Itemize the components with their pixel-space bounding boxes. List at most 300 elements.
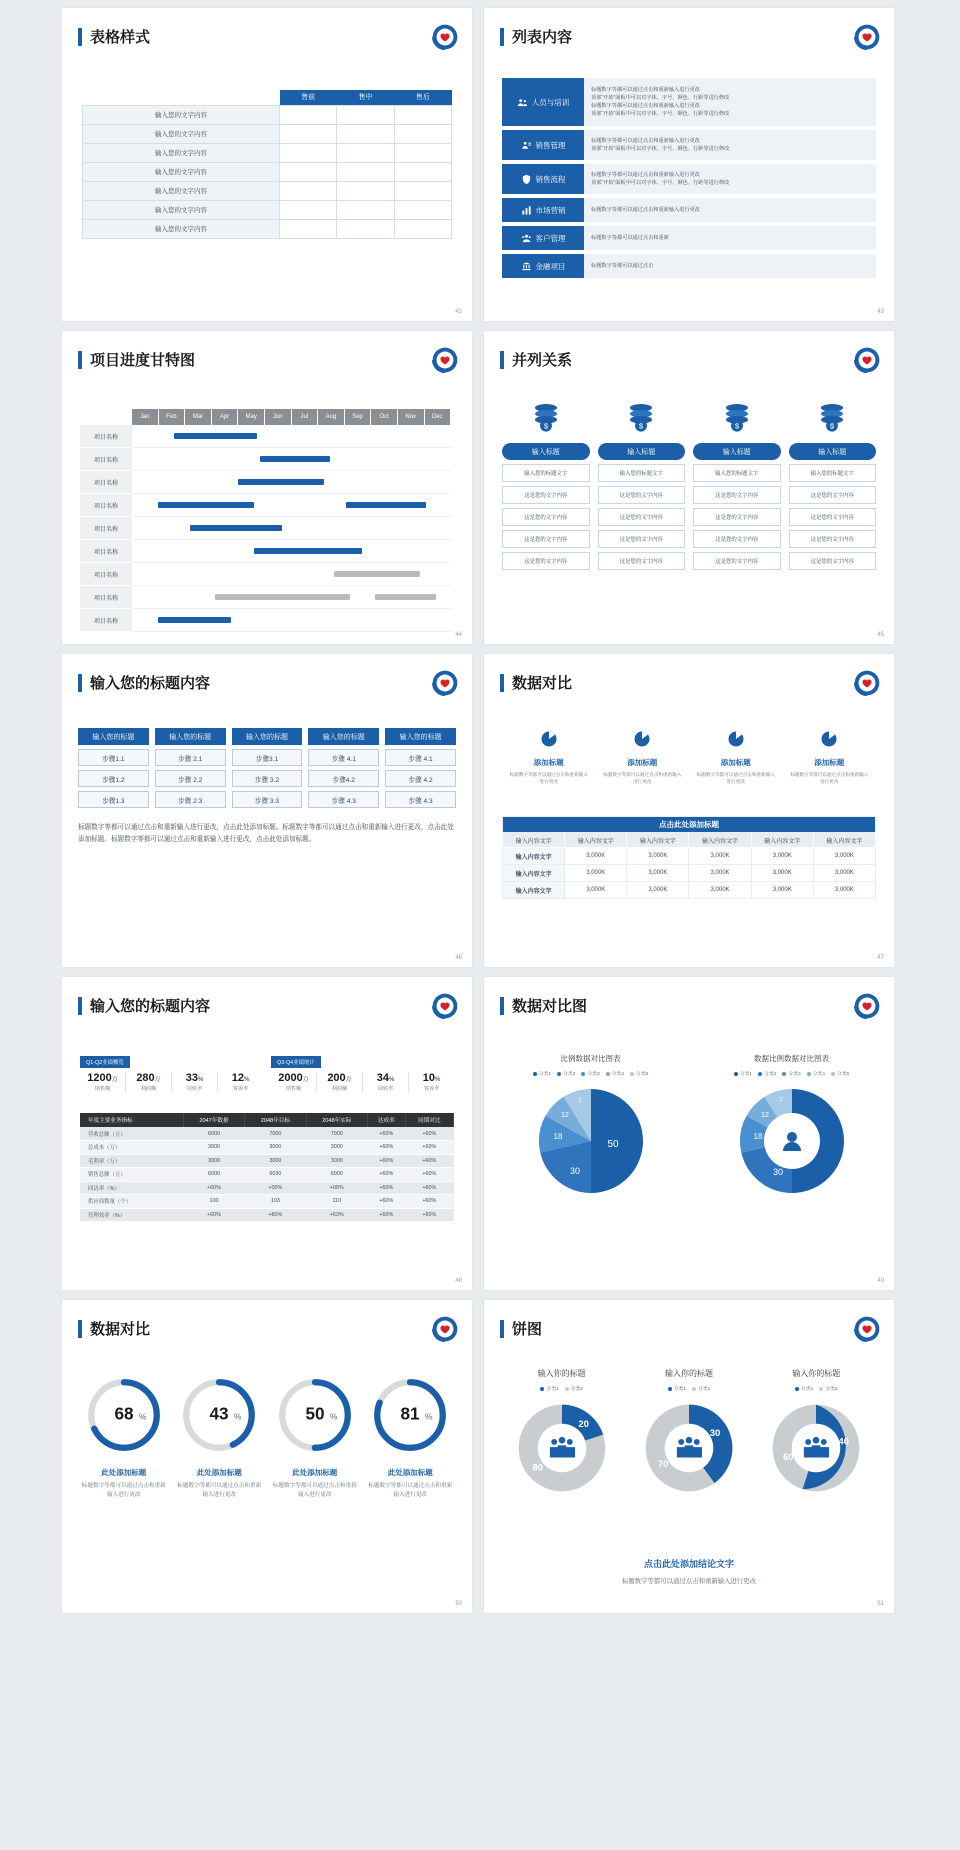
table-cell: 3,000K	[751, 848, 813, 865]
brand-logo-icon	[854, 1316, 880, 1342]
table-cell	[394, 200, 451, 219]
table-cell: +60%	[183, 1208, 244, 1222]
legend-entry	[819, 1385, 837, 1392]
donut-svg	[637, 1396, 741, 1500]
table-row	[503, 848, 876, 865]
slide-title-text: 输入您的标题内容	[90, 998, 211, 1015]
table-cell: 7000	[245, 1127, 306, 1141]
step-cell[interactable]: 步骤 4.2	[385, 770, 456, 787]
table-cell-label: 输入您的文字内容	[83, 143, 280, 162]
list-item-line: 标题数字等都可以通过点击和重新输入进行更改	[591, 137, 700, 144]
step-cell[interactable]: 步骤4.2	[308, 770, 379, 787]
kpi-value	[317, 1072, 362, 1084]
kpi-number: 280	[136, 1072, 155, 1084]
slide-50-progress-rings	[62, 1300, 472, 1613]
table-header-cell: 售后	[394, 90, 451, 105]
kpi-groups	[80, 1051, 454, 1092]
steps-header[interactable]: 输入您的标题	[308, 728, 379, 745]
table-row	[83, 143, 452, 162]
kpi-unit: 万	[345, 1077, 352, 1083]
table-row	[80, 1195, 454, 1209]
gantt-row-label: 项目名称	[80, 448, 132, 471]
slide-43-list-content	[484, 8, 894, 321]
table-cell: 3,000K	[751, 865, 813, 882]
step-cell[interactable]: 步骤 4.3	[308, 791, 379, 808]
gantt-row	[80, 471, 452, 494]
parallel-cell: 这是您的文字内容	[502, 508, 590, 526]
table-header-cell: 2047年数据	[183, 1113, 244, 1127]
table-cell-label: 输入您的文字内容	[83, 219, 280, 238]
list-item-line: 标题数字等都可以通过点击和重新	[591, 234, 669, 241]
donut-item	[753, 1368, 880, 1505]
gantt-month: Nov	[398, 409, 425, 425]
parallel-columns	[502, 403, 876, 570]
table-cell-label: 销售总额（万）	[80, 1168, 183, 1182]
list-item-body	[584, 78, 876, 126]
kpi-value	[409, 1072, 454, 1084]
table-cell-label: 营收总额（万）	[80, 1127, 183, 1141]
gantt-month: Jun	[265, 409, 292, 425]
parallel-button[interactable]: 输入标题	[789, 443, 877, 460]
gantt-track	[132, 448, 452, 471]
pie-chart-2	[689, 1053, 894, 1206]
gantt-row-label: 项目名称	[80, 494, 132, 517]
list-item[interactable]	[502, 130, 876, 160]
table-cell	[394, 105, 451, 124]
table-cell	[394, 143, 451, 162]
step-cell[interactable]: 步骤 2.2	[155, 770, 226, 787]
list-item-icon-label	[502, 164, 584, 194]
list-item-body	[584, 164, 876, 194]
table-cell: 3000	[245, 1141, 306, 1155]
page-number: 44	[455, 632, 462, 638]
svg-text:43: 43	[209, 1403, 229, 1424]
slide-title-text: 数据对比	[512, 675, 573, 692]
kpi-number: 33	[185, 1072, 198, 1084]
table-row	[83, 124, 452, 143]
brand-logo-icon	[854, 347, 880, 373]
svg-text:50: 50	[606, 1139, 619, 1150]
gantt-bar	[238, 479, 324, 485]
compare-card	[596, 730, 690, 785]
table-cell: 3,000K	[751, 882, 813, 899]
list-item[interactable]	[502, 198, 876, 222]
list-item-line: 标题数字等都可以通过点击和重新输入进行更改	[591, 86, 700, 93]
conclusion-title: 点击此处添加结论文字	[643, 1559, 734, 1569]
kpi-label: 利润额	[331, 1086, 348, 1092]
gantt-track	[132, 540, 452, 563]
table-cell	[337, 219, 394, 238]
svg-text:$: $	[830, 421, 835, 431]
step-cell[interactable]: 步骤 2.1	[155, 749, 226, 766]
title-accent-bar	[78, 997, 82, 1015]
page-number: 48	[455, 1278, 462, 1284]
table-cell	[337, 105, 394, 124]
step-cell[interactable]: 步骤1.2	[78, 770, 149, 787]
chart-title: 输入你的标题	[664, 1369, 713, 1378]
parallel-button[interactable]: 输入标题	[502, 443, 590, 460]
list-item-label: 市场营销	[535, 205, 566, 215]
table-cell: 3,000K	[813, 865, 875, 882]
page-title	[78, 1318, 472, 1339]
donut-group	[498, 1368, 880, 1505]
list-item[interactable]	[502, 254, 876, 278]
parallel-button[interactable]: 输入标题	[598, 443, 686, 460]
chart-legend	[625, 1385, 752, 1392]
legend-swatch	[630, 1072, 634, 1076]
svg-text:20: 20	[578, 1419, 589, 1431]
table-cell: 3,000K	[689, 865, 751, 882]
table-cell: 3000	[306, 1154, 367, 1168]
table-cell: +60%	[405, 1127, 453, 1141]
legend-entry	[807, 1070, 825, 1077]
legend-entry	[581, 1070, 599, 1077]
table-cell: 3,000K	[627, 865, 689, 882]
legend-label: 分类1	[673, 1387, 686, 1392]
gantt-bar	[346, 502, 426, 508]
parallel-cell: 这是您的文字内容	[598, 552, 686, 570]
table-cell: 3,000K	[565, 882, 627, 899]
list-item-body	[584, 198, 876, 222]
parallel-cell: 这是您的文字内容	[693, 508, 781, 526]
table-cell: 7000	[306, 1127, 367, 1141]
pie-chart-1	[488, 1053, 693, 1206]
gantt-bar	[190, 525, 283, 531]
kpi-cell	[80, 1072, 126, 1092]
page-number: 51	[877, 1601, 884, 1607]
gantt-row	[80, 425, 452, 448]
table-cell: 3,000K	[627, 882, 689, 899]
kpi-label: 销售额	[285, 1086, 302, 1092]
table-row	[83, 200, 452, 219]
progress-ring-icon	[180, 1376, 258, 1454]
chart-title: 比例数据对比图表	[560, 1054, 621, 1063]
page-title	[500, 26, 894, 47]
list-item-line: 顶部“开始”面板中可以对字体、字号、颜色、行距等进行修改	[591, 146, 730, 152]
ring-desc: 标题数字等都可以通过点击和重新输入进行更改	[81, 1483, 166, 1498]
gantt-month: Aug	[318, 409, 345, 425]
table-cell: +60%	[367, 1208, 405, 1222]
table-cell	[394, 219, 451, 238]
gantt-row	[80, 609, 452, 632]
table-cell-label: 输入您的文字内容	[83, 200, 280, 219]
parallel-cell: 这是您的文字内容	[598, 486, 686, 504]
progress-ring-item	[267, 1376, 363, 1500]
kpi-value	[271, 1072, 316, 1084]
title-accent-bar	[78, 28, 82, 46]
donut-svg	[510, 1396, 614, 1500]
kpi-cell	[363, 1072, 409, 1092]
legend-swatch	[807, 1072, 811, 1076]
svg-text:81: 81	[400, 1403, 420, 1424]
legend-entry	[734, 1070, 752, 1077]
list-item-body	[584, 254, 876, 278]
gantt-bar	[334, 571, 420, 577]
gantt-row-label: 项目名称	[80, 517, 132, 540]
page-number: 43	[877, 309, 884, 315]
svg-text:$: $	[639, 421, 644, 431]
list-item-icon-label	[502, 130, 584, 160]
table-row	[83, 181, 452, 200]
table-cell	[280, 219, 337, 238]
legend-label: 分类1	[739, 1072, 753, 1077]
list-item-label: 人员与培训	[531, 97, 570, 107]
page-title	[500, 349, 894, 370]
svg-text:%: %	[234, 1411, 242, 1422]
gantt-month: Oct	[371, 409, 398, 425]
gantt-track	[132, 471, 452, 494]
legend-swatch	[819, 1387, 823, 1391]
table-row	[503, 882, 876, 899]
steps-column	[385, 728, 456, 808]
parallel-cell: 这是您的文字内容	[789, 508, 877, 526]
table-cell	[337, 200, 394, 219]
table-cell	[280, 181, 337, 200]
list-item[interactable]	[502, 226, 876, 250]
kpi-number: 34	[376, 1072, 389, 1084]
legend-entry	[557, 1070, 575, 1077]
table-cell: 3,000K	[565, 848, 627, 865]
progress-ring-item	[172, 1376, 268, 1500]
title-accent-bar	[500, 1320, 504, 1338]
table-caption: 点击此处添加标题	[503, 817, 876, 833]
progress-ring-item	[76, 1376, 172, 1500]
legend-label: 分类1	[801, 1387, 814, 1392]
parallel-column	[502, 403, 590, 570]
compare-card-desc: 标题数字等都可以通过点击和重新输入进行更改	[696, 772, 775, 785]
slide-title-text: 列表内容	[512, 29, 573, 46]
gantt-track	[132, 586, 452, 609]
kpi-cell	[409, 1072, 454, 1092]
gantt-row-label: 项目名称	[80, 471, 132, 494]
steps-row	[78, 728, 456, 808]
table-cell-label: 输入您的文字内容	[83, 124, 280, 143]
steps-grid	[78, 728, 456, 808]
ring-title: 此处添加标题	[387, 1468, 433, 1477]
table-cell: +00%	[245, 1181, 306, 1195]
legend-label: 分类2	[825, 1387, 838, 1392]
table-row	[80, 1168, 454, 1182]
svg-text:70: 70	[657, 1459, 669, 1471]
compare-table	[502, 816, 876, 899]
step-cell[interactable]: 步骤1.3	[78, 791, 149, 808]
list-item[interactable]	[502, 164, 876, 194]
legend-entry	[540, 1385, 558, 1392]
svg-text:30: 30	[569, 1166, 580, 1176]
legend-entry	[782, 1070, 800, 1077]
table-cell: +60%	[405, 1168, 453, 1182]
list-item-line: 标题数字等都可以通过点击和重新输入进行更改	[591, 171, 700, 178]
table-cell: +60%	[367, 1181, 405, 1195]
slide-title-text: 项目进度甘特图	[90, 352, 196, 369]
brand-logo-icon	[432, 1316, 458, 1342]
gantt-bar	[158, 502, 254, 508]
legend-swatch	[758, 1072, 762, 1076]
list-item-line: 顶部“开始”面板中可以对字体、字号、颜色、行距等进行修改	[591, 94, 730, 101]
slide-49-pie-charts	[484, 977, 894, 1290]
kpi-value	[218, 1072, 263, 1084]
gantt-month-header	[132, 409, 452, 425]
table-cell: +00%	[306, 1181, 367, 1195]
table-row	[83, 219, 452, 238]
kpi-group	[271, 1051, 454, 1092]
table-cell	[337, 143, 394, 162]
table-cell: +60%	[367, 1168, 405, 1182]
step-cell[interactable]: 步骤 4.1	[385, 749, 456, 766]
donut-item	[498, 1368, 625, 1505]
gantt-bar	[375, 594, 436, 600]
sales-management-icon	[521, 140, 532, 151]
steps-header[interactable]: 输入您的标题	[232, 728, 303, 745]
kpi-unit: 万	[111, 1077, 118, 1083]
progress-ring-icon	[371, 1376, 449, 1454]
table-cell	[280, 143, 337, 162]
step-cell[interactable]: 步骤 3.2	[232, 770, 303, 787]
table-cell: +60%	[405, 1181, 453, 1195]
table-cell: 6030	[245, 1168, 306, 1182]
compare-card-title: 添加标题	[720, 758, 751, 767]
slide-title-text: 并列关系	[512, 352, 573, 369]
gantt-bar	[158, 617, 232, 623]
kpi-label: 客诉率	[232, 1086, 249, 1092]
page-number: 50	[455, 1601, 462, 1607]
brand-logo-icon	[854, 993, 880, 1019]
steps-column	[308, 728, 379, 808]
kpi-row	[271, 1072, 454, 1092]
progress-ring-item	[363, 1376, 459, 1500]
step-cell[interactable]: 步骤 2.3	[155, 791, 226, 808]
table-row	[503, 865, 876, 882]
gantt-row-label: 项目名称	[80, 586, 132, 609]
table-cell	[394, 162, 451, 181]
table-cell	[337, 162, 394, 181]
parallel-cell: 这是您的文字内容	[789, 530, 877, 548]
kpi-number: 200	[327, 1072, 346, 1084]
svg-text:12: 12	[760, 1112, 769, 1119]
svg-text:7: 7	[778, 1098, 783, 1104]
kpi-value	[172, 1072, 217, 1084]
list-item-label: 客户管理	[535, 233, 566, 243]
parallel-cell: 这是您的文字内容	[598, 530, 686, 548]
table-header-cell: 输入内容文字	[565, 833, 627, 848]
table-cell: +80%	[245, 1208, 306, 1222]
title-accent-bar	[78, 1320, 82, 1338]
kpi-group-tag: Q1-Q2业绩概览	[80, 1056, 130, 1068]
gantt-row	[80, 517, 452, 540]
gantt-row	[80, 586, 452, 609]
slide-title-text: 表格样式	[90, 29, 151, 46]
kpi-number: 1200	[87, 1072, 112, 1084]
svg-text:12: 12	[560, 1112, 569, 1119]
page-title	[500, 672, 894, 693]
svg-text:7: 7	[577, 1099, 582, 1105]
steps-header[interactable]: 输入您的标题	[155, 728, 226, 745]
table-row	[80, 1127, 454, 1141]
steps-header[interactable]: 输入您的标题	[78, 728, 149, 745]
kpi-detail-table	[80, 1113, 454, 1222]
ring-title: 此处添加标题	[292, 1468, 338, 1477]
page-title	[78, 995, 472, 1016]
legend-label: 分类2	[697, 1387, 711, 1392]
svg-text:60: 60	[783, 1452, 794, 1464]
kpi-value	[126, 1072, 171, 1084]
table-row	[80, 1141, 454, 1155]
table-header-cell: 同期对比	[405, 1113, 453, 1127]
parallel-cell: 输入您的标题文字	[693, 464, 781, 482]
legend-swatch	[831, 1072, 835, 1076]
legend-swatch	[606, 1072, 610, 1076]
brand-logo-icon	[432, 24, 458, 50]
table-cell-label: 输入内容文字	[503, 848, 565, 865]
customer-icon	[521, 233, 532, 244]
parallel-cell: 这是您的文字内容	[502, 486, 590, 504]
list-item-line: 顶部“开始”面板中可以对字体、字号、颜色、行距等进行修改	[591, 180, 730, 186]
kpi-number: 2000	[278, 1072, 303, 1084]
kpi-cell	[271, 1072, 317, 1092]
svg-text:80: 80	[532, 1462, 543, 1474]
step-cell[interactable]: 步骤 3.3	[232, 791, 303, 808]
table-cell-label: 毛利率（万）	[80, 1154, 183, 1168]
table-header-cell: 2048年目标	[245, 1113, 306, 1127]
table-header-cell: 年度主要业务指标	[80, 1113, 183, 1127]
step-cell[interactable]: 步骤 4.1	[308, 749, 379, 766]
table-cell-label: 供应商数量（个）	[80, 1195, 183, 1209]
svg-text:68: 68	[114, 1403, 134, 1424]
parallel-button[interactable]: 输入标题	[693, 443, 781, 460]
step-cell[interactable]: 步骤1.1	[78, 749, 149, 766]
table-cell: 3,000K	[813, 882, 875, 899]
table-cell-label: 输入您的文字内容	[83, 105, 280, 124]
table-cell: 3,000K	[627, 848, 689, 865]
gantt-row-label: 项目名称	[80, 609, 132, 632]
title-accent-bar	[78, 351, 82, 369]
svg-text:$: $	[543, 421, 548, 431]
gantt-month: Dec	[425, 409, 452, 425]
legend-swatch	[668, 1387, 672, 1391]
kpi-cell	[126, 1072, 172, 1092]
style-table	[82, 90, 452, 239]
gantt-bar	[254, 548, 363, 554]
list-item[interactable]	[502, 78, 876, 126]
chart-legend	[498, 1385, 625, 1392]
table-cell-label: 输入内容文字	[503, 865, 565, 882]
table-cell-label: 输入您的文字内容	[83, 162, 280, 181]
table-cell: 3000	[183, 1141, 244, 1155]
table-header-cell: 售前	[280, 90, 337, 105]
steps-column	[232, 728, 303, 808]
table-cell: +60%	[367, 1154, 405, 1168]
gantt-track	[132, 517, 452, 540]
step-cell[interactable]: 步骤 4.3	[385, 791, 456, 808]
table-cell: 3000	[306, 1141, 367, 1155]
brand-logo-icon	[854, 24, 880, 50]
legend-swatch	[540, 1387, 544, 1391]
legend-label: 分类3	[587, 1072, 600, 1077]
steps-header[interactable]: 输入您的标题	[385, 728, 456, 745]
kpi-label: 销售额	[94, 1086, 111, 1092]
svg-text:18: 18	[553, 1132, 562, 1141]
kpi-number: 12	[231, 1072, 244, 1084]
parallel-column	[598, 403, 686, 570]
legend-swatch	[533, 1072, 537, 1076]
step-cell[interactable]: 步骤3.1	[232, 749, 303, 766]
page-title	[500, 1318, 894, 1339]
table-cell	[280, 105, 337, 124]
table-cell	[280, 200, 337, 219]
kpi-number: 10	[422, 1072, 435, 1084]
parallel-cell: 这是您的文字内容	[693, 552, 781, 570]
steps-column	[78, 728, 149, 808]
